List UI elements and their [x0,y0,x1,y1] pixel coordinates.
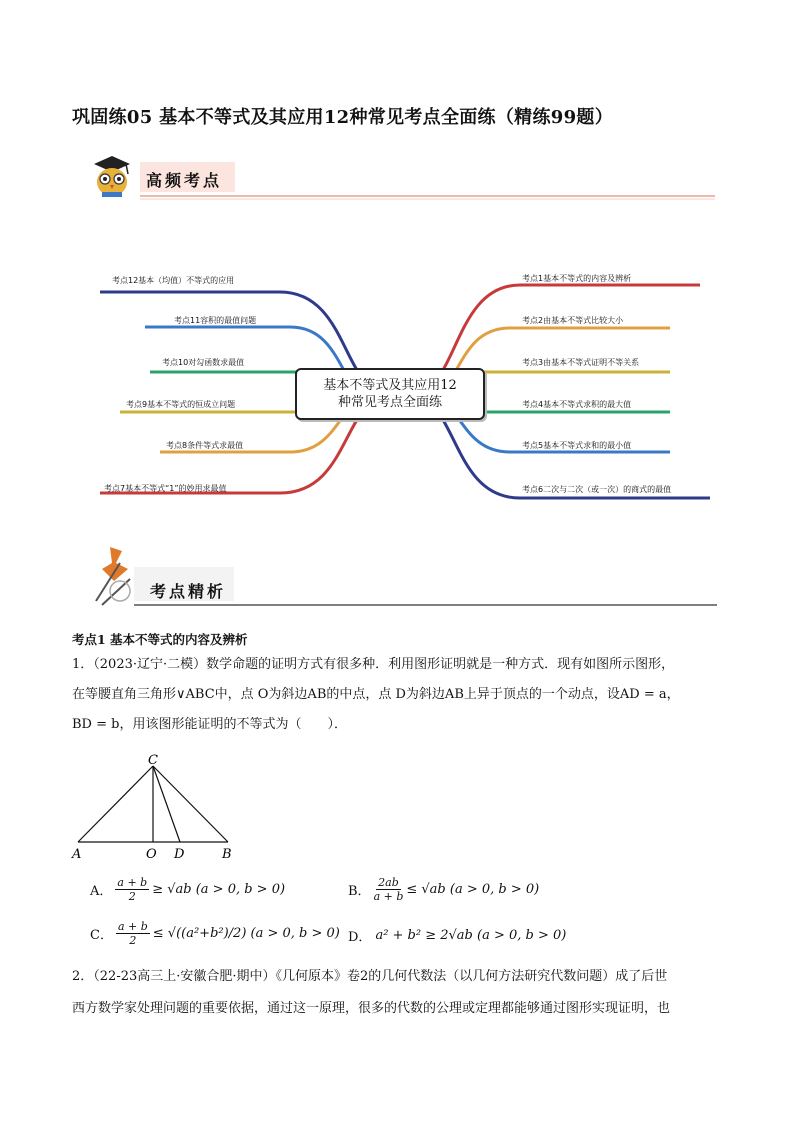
option-b[interactable] [348,876,539,903]
mindmap-left-4: 考点9基本不等式的恒成立问题 [126,400,236,409]
option-c-rest: ≤ √((a²+b²)/2) (a > 0, b > 0) [152,926,340,941]
label-o: O [146,847,157,862]
option-b-rest: ≤ √ab (a > 0, b > 0) [406,882,540,897]
mindmap-center-node [295,368,485,420]
option-a-numerator: a + b [117,876,148,889]
question-2-line-1: 2．（22-23高三上·安徽合肥·期中）《几何原本》卷2的几何代数法（以几何方法研究代数问题）成了后世 [72,969,668,984]
triangle-figure [68,752,248,862]
option-a-rest: ≥ √ab (a > 0, b > 0) [152,882,286,897]
option-b-fraction [374,876,404,903]
option-a-fraction [115,876,149,903]
mindmap-right-5: 考点5基本不等式求和的最小值 [522,441,632,450]
option-b-numerator: 2ab [378,876,399,889]
option-d-label: D． [348,930,372,945]
section-header-high-frequency [90,152,720,210]
branch-left-6 [100,415,360,493]
label-c: C [148,753,158,768]
label-d: D [174,847,185,862]
option-b-label: B． [348,884,371,899]
mindmap-right-3: 考点3由基本不等式证明不等关系 [522,358,640,367]
mindmap-left-5: 考点8条件等式求最值 [166,441,244,450]
mindmap-right-6: 考点6二次与二次（或一次）的商式的最值 [522,485,672,494]
section-title-analysis: 考点精析 [150,582,227,601]
mindmap-left-2: 考点11容积的最值问题 [174,316,257,325]
mindmap-center-line1: 基本不等式及其应用12 [323,378,457,393]
label-b: B [222,847,232,862]
option-c-label: C． [90,928,113,943]
option-b-denominator: a + b [373,890,404,903]
mindmap-left-6: 考点7基本不等式“1”的妙用求最值 [104,484,227,493]
question-1-line-3: BD = b，用该图形能证明的不等式为（ ）． [72,717,347,732]
mindmap-right-2: 考点2由基本不等式比较大小 [522,316,624,325]
mindmap-right-4: 考点4基本不等式求积的最大值 [522,400,632,409]
option-c-numerator: a + b [117,920,148,933]
label-a: A [72,847,82,862]
mindmap-left-3: 考点10对勾函数求最值 [162,358,245,367]
option-d-rest: a² + b² ≥ 2√ab (a > 0, b > 0) [375,928,567,943]
page-title: 巩固练05 基本不等式及其应用12种常见考点全面练（精练99题） [72,107,614,128]
option-a-denominator: 2 [128,890,136,903]
option-a-label: A． [90,884,113,899]
option-c[interactable] [90,920,340,947]
question-1-line-2: 在等腰直角三角形∨ABC中，点 O为斜边AB的中点，点 D为斜边AB上异于顶点的一个动点，设AD = a， [72,687,680,702]
section-header-analysis [90,543,720,613]
mindmap-center-line2: 种常见考点全面练 [337,395,442,410]
mindmap-right-1: 考点1基本不等式的内容及辨析 [522,274,632,283]
section-title-high-frequency: 高频考点 [146,171,223,190]
question-2-line-2: 西方数学家处理问题的重要依据，通过这一原理，很多的代数的公理或定理都能够通过图形实现证明，也 [72,1001,671,1016]
option-c-denominator: 2 [129,934,137,947]
question-1-line-1: 1．（2023·辽宁·二模）数学命题的证明方式有很多种．利用图形证明就是一种方式．现有如图所示图形， [72,657,675,672]
topic-heading: 考点1 基本不等式的内容及辨析 [72,632,248,647]
mindmap-left-1: 考点12基本（均值）不等式的应用 [112,276,235,285]
option-d[interactable] [348,926,566,945]
option-a[interactable] [90,876,285,903]
option-c-fraction [116,920,150,947]
